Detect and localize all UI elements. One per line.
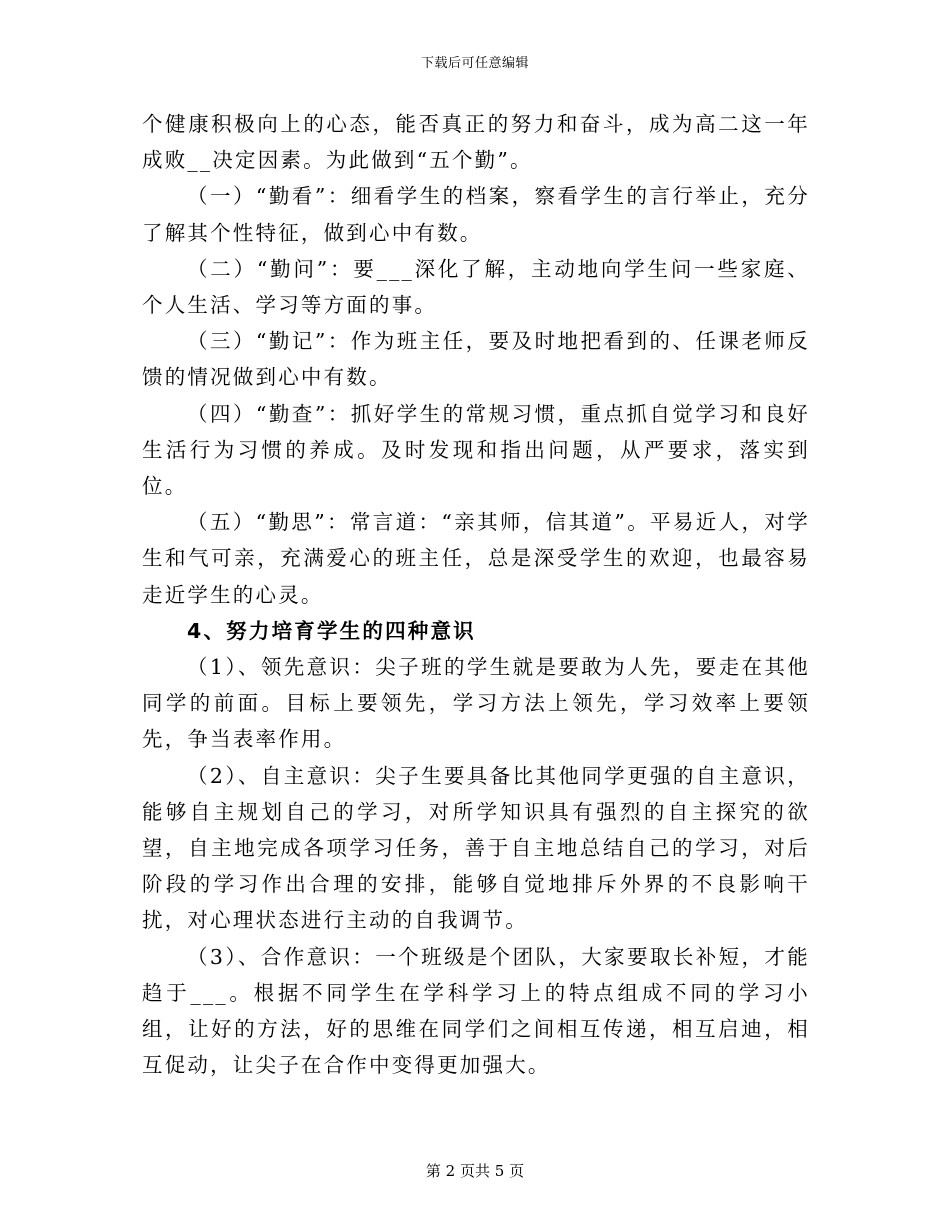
paragraph-qin-wen: （二）“勤问”：要___深化了解，主动地向学生问一些家庭、个人生活、学习等方面的事。 [142, 256, 810, 318]
paragraph-continuation: 个健康积极向上的心态，能否真正的努力和奋斗，成为高二这一年成败__决定因素。为此做到“五个勤”。 [142, 112, 810, 173]
paragraph-qin-cha: （四）“勤查”：抓好学生的常规习惯，重点抓自觉学习和良好生活行为习惯的养成。及时发现和指出问题，从严要求，落实到位。 [142, 401, 810, 499]
paragraph-qin-kan: （一）“勤看”：细看学生的档案，察看学生的言行举止，充分了解其个性特征，做到心中有数。 [142, 184, 810, 245]
paragraph-qin-ji: （三）“勤记”：作为班主任，要及时地把看到的、任课老师反馈的情况做到心中有数。 [142, 329, 810, 390]
paragraph-zizhu: （2）、自主意识：尖子生要具备比其他同学更强的自主意识，能够自主规划自己的学习，对所学知识具有强烈的自主探究的欲望，自主地完成各项学习任务，善于自主地总结自己的学习，对后阶段的学习作出合理的安排，能够自觉地排斥外界的不良影响干扰，对心理状态进行主动的自我调节。 [142, 763, 810, 933]
page-footer: 第 2 页共 5 页 [425, 1162, 525, 1180]
paragraph-hezuo: （3）、合作意识：一个班级是个团队，大家要取长补短，才能趋于___。根据不同学生在学科学习上的特点组成不同的学习小组，让好的方法，好的思维在同学们之间相互传递，相互启迪，相互促动，让尖子在合作中变得更加强大。 [142, 944, 810, 1078]
paragraph-lingxian: （1）、领先意识：尖子班的学生就是要敢为人先，要走在其他同学的前面。目标上要领先，学习方法上领先，学习效率上要领先，争当表率作用。 [142, 655, 810, 752]
page-header: 下载后可任意编辑 [420, 56, 529, 71]
paragraph-qin-si: （五）“勤思”：常言道：“亲其师，信其道”。平易近人，对学生和气可亲，充满爱心的班主任，总是深受学生的欢迎，也最容易走近学生的心灵。 [142, 510, 810, 607]
document-body [142, 106, 810, 1083]
section-heading: 4、努力培育学生的四种意识 [187, 618, 476, 643]
